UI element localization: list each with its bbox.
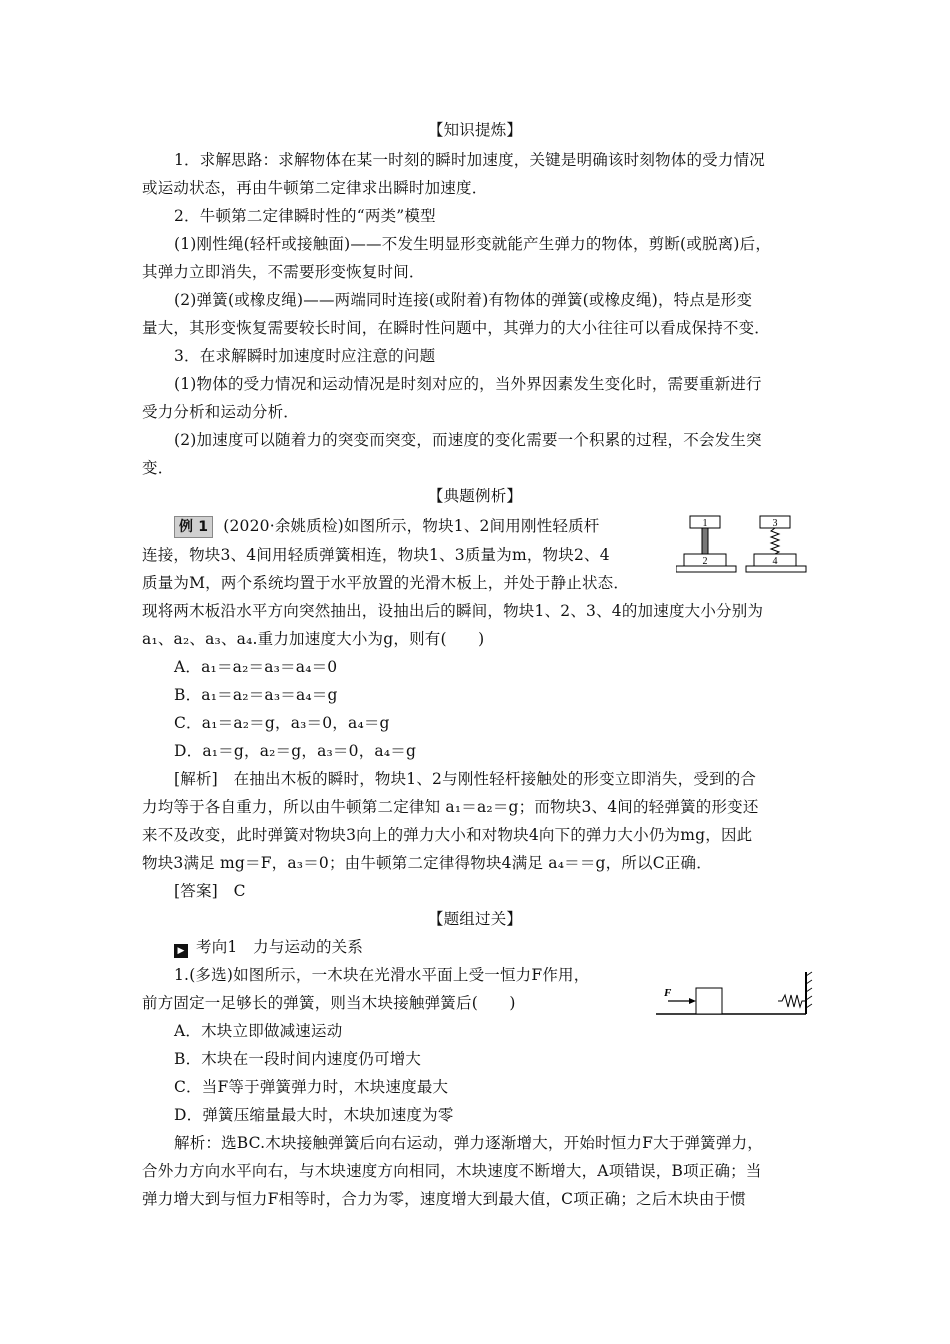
label-2: 2 <box>702 556 708 567</box>
answer-line: [答案] C <box>174 882 246 900</box>
question-line: 前方固定一足够长的弹簧，则当木块接触弹簧后( ) <box>142 994 516 1012</box>
paragraph-line: 其弹力立即消失，不需要形变恢复时间． <box>142 263 425 281</box>
example-line <box>174 516 600 538</box>
example-text: (2020·余姚质检)如图所示，物块1、2间用刚性轻质杆 <box>223 517 600 535</box>
option-c: C．a₁＝a₂＝g，a₃＝0，a₄＝g <box>174 714 390 732</box>
option-a: A．木块立即做减速运动 <box>174 1022 343 1040</box>
analysis-line: [解析] 在抽出木板的瞬时，物块1、2与刚性轻杆接触处的形变立即消失，受到的合 <box>174 770 757 788</box>
paragraph-line: 变． <box>142 459 174 477</box>
option-a: A．a₁＝a₂＝a₃＝a₄＝0 <box>174 658 338 676</box>
section-title-group: 【题组过关】 <box>427 910 523 928</box>
analysis-line: 来不及改变，此时弹簧对物块3向上的弹力大小和对物块4向下的弹力大小仍为mg，因此 <box>142 826 753 844</box>
example-line: a₁、a₂、a₃、a₄.重力加速度大小为g，则有( ) <box>142 630 485 648</box>
spring-block-figure <box>654 968 814 1028</box>
paragraph-line: 3．在求解瞬时加速度时应注意的问题 <box>174 347 436 365</box>
analysis-line: 物块3满足 mg＝F，a₃＝0；由牛顿第二定律得物块4满足 a₄＝＝g，所以C正确． <box>142 854 712 872</box>
rigid-rod <box>702 528 708 554</box>
option-b: B．a₁＝a₂＝a₃＝a₄＝g <box>174 686 338 704</box>
blocks-figure <box>676 514 810 578</box>
play-icon: ▶ <box>174 944 188 958</box>
label-3: 3 <box>772 518 778 529</box>
paragraph-line: (1)物体的受力情况和运动情况是时刻对应的，当外界因素发生变化时，需要重新进行 <box>174 375 762 393</box>
topic-line <box>174 937 363 958</box>
example-line: 质量为M，两个系统均置于水平放置的光滑木板上，并处于静止状态． <box>142 574 630 592</box>
label-1: 1 <box>702 518 708 529</box>
option-c: C．当F等于弹簧弹力时，木块速度最大 <box>174 1078 449 1096</box>
section-title-example: 【典题例析】 <box>427 487 523 505</box>
spring-icon <box>771 528 779 554</box>
solution-line: 弹力增大到与恒力F相等时，合力为零，速度增大到最大值，C项正确；之后木块由于惯 <box>142 1190 746 1208</box>
option-d: D．a₁＝g，a₂＝g，a₃＝0，a₄＝g <box>174 742 417 760</box>
paragraph-line: 2．牛顿第二定律瞬时性的“两类”模型 <box>174 207 436 225</box>
question-line: 1.(多选)如图所示，一木块在光滑水平面上受一恒力F作用， <box>174 966 590 984</box>
paragraph-line: 量大，其形变恢复需要较长时间，在瞬时性问题中，其弹力的大小往往可以看成保持不变． <box>142 319 771 337</box>
force-label: F <box>664 987 672 999</box>
option-d: D．弹簧压缩量最大时，木块加速度为零 <box>174 1106 454 1124</box>
option-b: B．木块在一段时间内速度仍可增大 <box>174 1050 422 1068</box>
paragraph-line: 1．求解思路：求解物体在某一时刻的瞬时加速度，关键是明确该时刻物体的受力情况 <box>174 151 765 169</box>
solution-line: 解析：选BC.木块接触弹簧后向右运动，弹力逐渐增大，开始时恒力F大于弹簧弹力， <box>174 1134 763 1152</box>
solution-line: 合外力方向水平向右，与木块速度方向相同，木块速度不断增大，A项错误，B项正确；当 <box>142 1162 762 1180</box>
analysis-line: 力均等于各自重力，所以由牛顿第二定律知 a₁＝a₂＝g；而物块3、4间的轻弹簧的形变还 <box>142 798 759 816</box>
example-badge: 例 1 <box>174 516 213 538</box>
paragraph-line: (2)弹簧(或橡皮绳)——两端同时连接(或附着)有物体的弹簧(或橡皮绳)，特点是形变 <box>174 291 753 309</box>
wood-block <box>696 988 722 1014</box>
arrow-head-icon <box>689 998 696 1004</box>
spring-icon <box>778 995 806 1007</box>
topic-text: 考向1 力与运动的关系 <box>196 938 364 956</box>
label-4: 4 <box>772 556 778 567</box>
example-line: 现将两木板沿水平方向突然抽出，设抽出后的瞬间，物块1、2、3、4的加速度大小分别为 <box>142 602 764 620</box>
paragraph-line: (2)加速度可以随着力的突变而突变，而速度的变化需要一个积累的过程，不会发生突 <box>174 431 762 449</box>
paragraph-line: (1)刚性绳(轻杆或接触面)——不发生明显形变就能产生弹力的物体，剪断(或脱离)后， <box>174 235 772 253</box>
paragraph-line: 或运动状态，再由牛顿第二定律求出瞬时加速度． <box>142 179 488 197</box>
paragraph-line: 受力分析和运动分析． <box>142 403 300 421</box>
example-line: 连接，物块3、4间用轻质弹簧相连，物块1、3质量为m，物块2、4 <box>142 546 610 564</box>
section-title-knowledge: 【知识提炼】 <box>427 121 523 139</box>
